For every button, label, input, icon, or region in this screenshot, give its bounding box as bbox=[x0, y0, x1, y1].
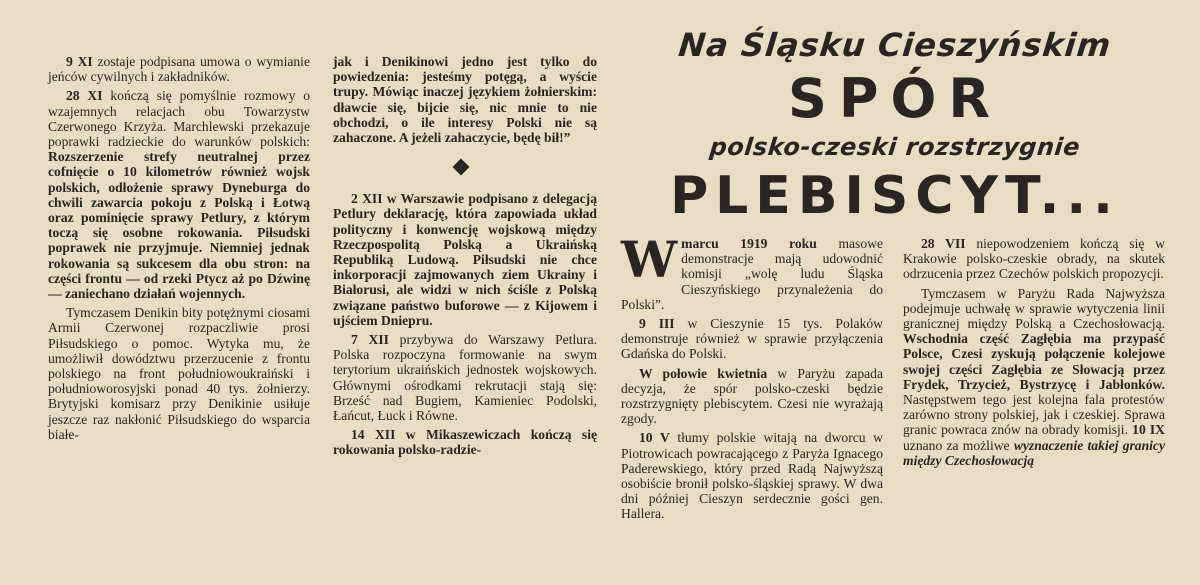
paragraph: 28 XI kończą się pomyślnie rozmowy o wzajemnych relacjach obu Towarzystw Czerwonego Krzyża. Marchlewski przekazuje poprawki radzieckie do warunków polskich: Rozszerzenie strefy neutralnej przez cofnięcie o 10 kilometrów również wojsk polskich, odłożenie sprawy Dyneburga do chwili zawarcia pokoju z Polską i Łotwą oraz pominięcie sprawy Petlury, z którym toczą się osobne rokowania. Piłsudski poprawek nie przyjmuje. Niemniej jednak rokowania są sukcesem dla obu stron: na części frontu — od rzeki Ptycz aż po Dźwinę — zaniechano działań wojennych. bbox=[48, 88, 310, 302]
article-column-2 bbox=[333, 0, 597, 458]
headline-middle: polsko-czeski rozstrzygnie bbox=[708, 133, 1082, 161]
date: 28 XI bbox=[66, 88, 103, 104]
article-column-4 bbox=[903, 236, 1165, 468]
date: 14 XII bbox=[351, 427, 396, 443]
paragraph: Wmarcu 1919 roku masowe demonstracje mają udowodnić komisji „wolę ludu Śląska Cieszyńskiego przynależenia do Polski”. bbox=[621, 230, 883, 312]
headline-word-2: PLEBISCYT... bbox=[670, 166, 1120, 226]
date: 2 XII bbox=[351, 191, 383, 207]
paragraph: 28 VII niepowodzeniem kończą się w Krakowie polsko-czeskie obrady, na skutek odrzucenia przez Czechów polskich propozycji. bbox=[903, 236, 1165, 282]
drop-cap: W bbox=[621, 230, 678, 289]
paragraph: 9 XI zostaje podpisana umowa o wymianie jeńców cywilnych i zakładników. bbox=[48, 54, 310, 85]
paragraph: 2 XII w Warszawie podpisano z delegacją Petlury deklarację, która zapowiada układ polityczny i konwencję wojskową między Rzeczpospolitą Polską a Ukraińską Republiką Ludową. Piłsudski nie chce inkorporacji zajmowanych ziem Ukrainy i Białorusi, ale widzi w nich ściśle z Polską związane państwo buforowe — z Kijowem i ujściem Dniepru. bbox=[333, 191, 597, 328]
date: 9 III bbox=[639, 316, 675, 332]
paragraph: 9 III w Cieszynie 15 tys. Polaków demonstruje również w sprawie przyłączenia Gdańska do Polski. bbox=[621, 316, 883, 362]
date: 10 IX bbox=[1132, 422, 1165, 438]
paragraph: 14 XII w Mikaszewiczach kończą się rokowania polsko-radzie- bbox=[333, 427, 598, 458]
date: 10 V bbox=[639, 430, 670, 446]
article-headline bbox=[615, 26, 1175, 224]
paragraph: 7 XII przybywa do Warszawy Petlura. Polska rozpoczyna formowanie na swym terytorium ukraińskich jednostek wojskowych. Głównymi ośrodkami rekrutacji stają się: Brześć nad Bugiem, Kamieniec Podolski, Łańcut, Łuck i Równe. bbox=[333, 332, 598, 424]
article-column-1 bbox=[48, 0, 310, 442]
date: 28 VII bbox=[921, 236, 966, 251]
article-column-3 bbox=[621, 230, 883, 522]
bold-passage: Wschodnia część Zagłębia ma przypaść Polsce, Czesi zyskują połączenie kolejowe swojej części Zagłębia ze Słowacją przez Frydek, Trzycież, Bystrzycę i Jabłonków. bbox=[903, 331, 1165, 392]
paragraph: 10 V tłumy polskie witają na dworcu w Piotrowicach powracającego z Paryża Ignacego Paderewskiego, który przed Radą Najwyższą osobiście bronił polsko-śląskiej sprawy. W dwa dni później Cieszyn serdecznie gości gen. Hallera. bbox=[621, 430, 883, 522]
date: 9 XI bbox=[66, 54, 93, 69]
headline-kicker: Na Śląsku Cieszyńskim bbox=[676, 26, 1114, 64]
diamond-separator-icon bbox=[453, 159, 470, 176]
headline-word-1: SPÓR bbox=[788, 67, 1002, 130]
date: 7 XII bbox=[351, 332, 389, 348]
paragraph: Tymczasem w Paryżu Rada Najwyższa podejmuje uchwałę w sprawie wytyczenia linii granicznej między Polską a Czechosłowacją. Wschodnia część Zagłębia ma przypaść Polsce, Czesi zyskują połączenie kolejowe swojej części Zagłębia ze Słowacją przez Frydek, Trzycież, Bystrzycę i Jabłonków. Następstwem tego jest kolejna fala protestów zarówno strony polskiej, jak i czeskiej. Sprawa granic powraca znów na obrady komisji. 10 IX uznano za możliwe wyznaczenie takiej granicy między Czechosłowacją bbox=[903, 285, 1165, 468]
bold-passage: jak i Denikinowi jedno jest tylko do powiedzenia: jesteśmy potęgą, a wyście trupy. Mówiąc inaczej językiem żołnierskim: dławcie się, bijcie się, nic mnie to nie obchodzi, o ile interesy Polski nie są zahaczone. A jeżeli zahaczycie, będę bił!” bbox=[333, 54, 597, 146]
paragraph: W połowie kwietnia w Paryżu zapada decyzja, że spór polsko-czeski będzie rozstrzygnięty plebiscytem. Czesi nie wyrażają zgody. bbox=[621, 365, 883, 427]
paragraph: Tymczasem Denikin bity potężnymi ciosami Armii Czerwonej rozpaczliwie prosi Piłsudskiego o pomoc. Wytyka mu, że umożliwił dowództwu przerzucenie z frontu polskiego na front południowoukraiński i południoworosyjski ponad 40 tys. żołnierzy. Brytyjski komisarz przy Denikinie usiłuje jeszcze raz nakłonić Piłsudskiego do wsparcia białe- bbox=[48, 305, 310, 442]
bold-passage: Rozszerzenie strefy neutralnej przez cofnięcie o 10 kilometrów również wojsk polskich, odłożenie sprawy Dyneburga do chwili zawarcia pokoju z Polską i Łotwą oraz pominięcie sprawy Petlury, z którym toczą się osobne rokowania. Piłsudski poprawek nie przyjmuje. Niemniej jednak rokowania są sukcesem dla obu stron: na części frontu — od rzeki Ptycz aż po Dźwinę — zaniechano działań wojennych. bbox=[48, 149, 310, 302]
paragraph bbox=[333, 54, 597, 145]
